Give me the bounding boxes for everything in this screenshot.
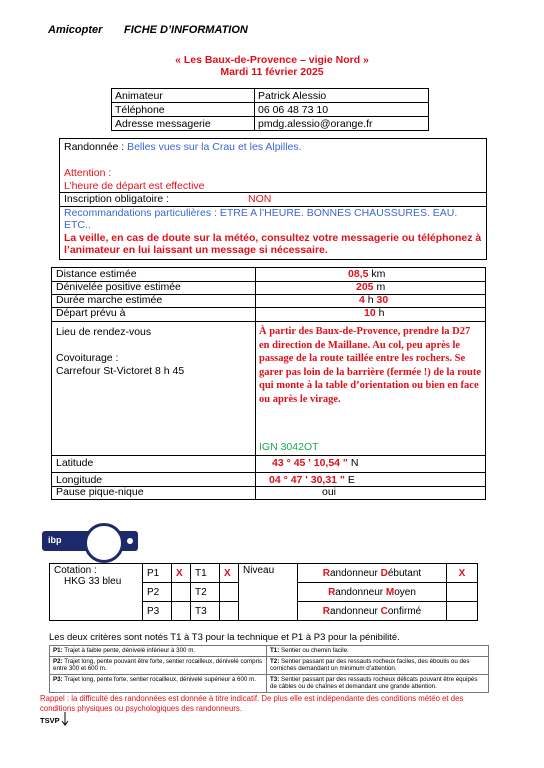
lat-label: Latitude [56,457,94,469]
denivele-value: 205 [356,281,374,293]
title-line2: Mardi 11 février 2025 [220,66,324,78]
info-box [59,138,487,260]
contact-value: Patrick Alessio [255,89,429,103]
level-moyen: Randonneur Moyen [298,583,447,602]
contact-row [112,117,429,131]
inscription-label: Inscription obligatoire : [64,193,170,205]
pause-label: Pause pique-nique [56,486,144,498]
inscription-value: NON [248,193,272,205]
criteria-table [49,645,489,693]
rando-label: Randonnée : [64,141,128,153]
attention-label: Attention : [64,167,112,179]
distance-unit: km [371,268,386,280]
contact-value: 06 06 48 73 10 [255,103,429,117]
t1-mark: X [220,564,239,583]
weather-warning: La veille, en cas de doute sur la météo, consultez votre messagerie ou téléphonez à l’animateur en lui laissant un message si nécessaire. [64,232,482,256]
cotation-label: Cotation : [54,565,97,576]
criteria-t: T1: Sentier ou chemin facile. [267,646,489,657]
duree-minutes: 30 [376,294,389,306]
inscription-row [60,192,486,207]
niveau-label: Niveau [239,564,298,621]
lat-dir: N [350,457,359,469]
stats-box [51,267,486,500]
t1-label: T1 [191,564,220,583]
duree-hour-unit: h [367,294,374,306]
attention-text: L’heure de départ est effective [64,180,205,192]
arrow-down-icon [61,711,69,727]
contact-value[interactable] [255,117,429,131]
t3-label: T3 [191,602,220,621]
title-line1: « Les Baux-de-Provence – vigie Nord » [175,54,369,66]
covoit-value: Carrefour St-Victoret 8 h 45 [56,365,185,377]
depart-cell [364,307,384,319]
duree-hours: 4 [359,294,365,306]
rando-value: Belles vues sur la Crau et les Alpilles. [127,141,302,153]
criteria-row [50,656,489,674]
distance-cell [348,268,385,280]
criteria-t: T2: Sentier passant par des ressauts rocheux faciles, des éboulis ou des corniches demandant un minimum d’attention. [267,656,489,674]
lat-cell [272,457,358,469]
cotation-table [49,563,478,621]
email-link[interactable]: pmdg.alessio@orange.fr [258,117,373,130]
distance-label: Distance estimée [56,268,137,280]
divider [52,472,485,473]
rdv-label: Lieu de rendez-vous [56,326,152,338]
p1-mark: X [172,564,191,583]
p1-label: P1 [143,564,172,583]
p3-label: P3 [143,602,172,621]
level-debutant-mark: X [447,564,478,583]
criteria-row [50,674,489,692]
distance-value: 08,5 [348,268,369,280]
duree-cell [359,294,388,306]
hiker-icon [126,537,134,545]
contact-table [111,88,429,131]
contact-row [112,89,429,103]
level-confirme: Randonneur Confirmé [298,602,447,621]
contact-label: Animateur [112,89,255,103]
cotation-value: HKG 33 bleu [64,576,122,587]
logo-circle [84,523,124,563]
lon-value: 04 ° 47 ' 30,31 " [269,474,345,486]
depart-unit: h [378,307,385,319]
duree-label: Durée marche estimée [56,294,163,306]
cotation-cell [50,564,143,621]
doc-type: FICHE D’INFORMATION [124,24,248,36]
rappel-note: Rappel : la difficulté des randonnées est donnée à titre indicatif. De plus elle est indépendante des conditions météo et des conditions physiques ou psychologiques des randonneurs. [40,694,464,713]
directions: À partir des Baux-de-Provence, prendre la D27 en direction de Maillane. Au col, peu après le passage de la route taillée entre les rochers. Se garer pas loin de la barrière (fermée !) de la route qui monte à la table d’orientation ou bien en face ou après le virage. [259,326,481,405]
criteria-p: P2: Trajet long, pente pouvant être forte, sentier rocailleux, dénivelé compris entre 300 et 600 m. [50,656,267,674]
tsvp-label: TSVP [40,716,60,725]
lon-label: Longitude [56,474,103,486]
p3-mark [172,602,191,621]
divider [52,455,485,456]
logo-text: ibp [48,535,62,545]
lon-cell [269,474,355,486]
p2-label: P2 [143,583,172,602]
ign-map-ref: IGN 3042OT [259,441,319,453]
divider [255,268,256,499]
recommendations: Recommandations particulières : ETRE A l’HEURE. BONNES CHAUSSURES. EAU. ETC.. [64,207,458,231]
t2-mark [220,583,239,602]
org-name: Amicopter [48,24,103,36]
contact-label: Téléphone [112,103,255,117]
lon-dir: E [347,474,355,486]
denivele-label: Dénivelée positive estimée [56,281,181,293]
denivele-unit: m [376,281,386,293]
criteria-p: P3: Trajet long, pente forte, sentier rocailleux, dénivelé supérieur à 600 m. [50,674,267,692]
depart-label: Départ prévu à [56,307,126,319]
level-moyen-mark [447,583,478,602]
depart-value: 10 [364,307,376,319]
covoit-label: Covoiturage : [56,352,119,364]
rando-line [64,141,302,153]
criteria-row [50,646,489,657]
level-confirme-mark [447,602,478,621]
ibp-logo [42,524,138,560]
pause-value: oui [322,486,337,498]
divider [52,321,485,322]
criteria-note: Les deux critères sont notés T1 à T3 pour la technique et P1 à P3 pour la pénibilité. [49,632,400,643]
criteria-t: T3: Sentier passant par des ressauts rocheux délicats pouvant être équipés de câbles ou de chaînes et demandant une grande attention. [267,674,489,692]
contact-label: Adresse messagerie [112,117,255,131]
t3-mark [220,602,239,621]
level-debutant: Randonneur Débutant [298,564,447,583]
t2-label: T2 [191,583,220,602]
criteria-p: P1: Trajet à faible pente, dénivelé inférieur à 300 m. [50,646,267,657]
denivele-cell [356,281,385,293]
lat-value: 43 ° 45 ' 10,54 " [272,457,348,469]
contact-row [112,103,429,117]
p2-mark [172,583,191,602]
